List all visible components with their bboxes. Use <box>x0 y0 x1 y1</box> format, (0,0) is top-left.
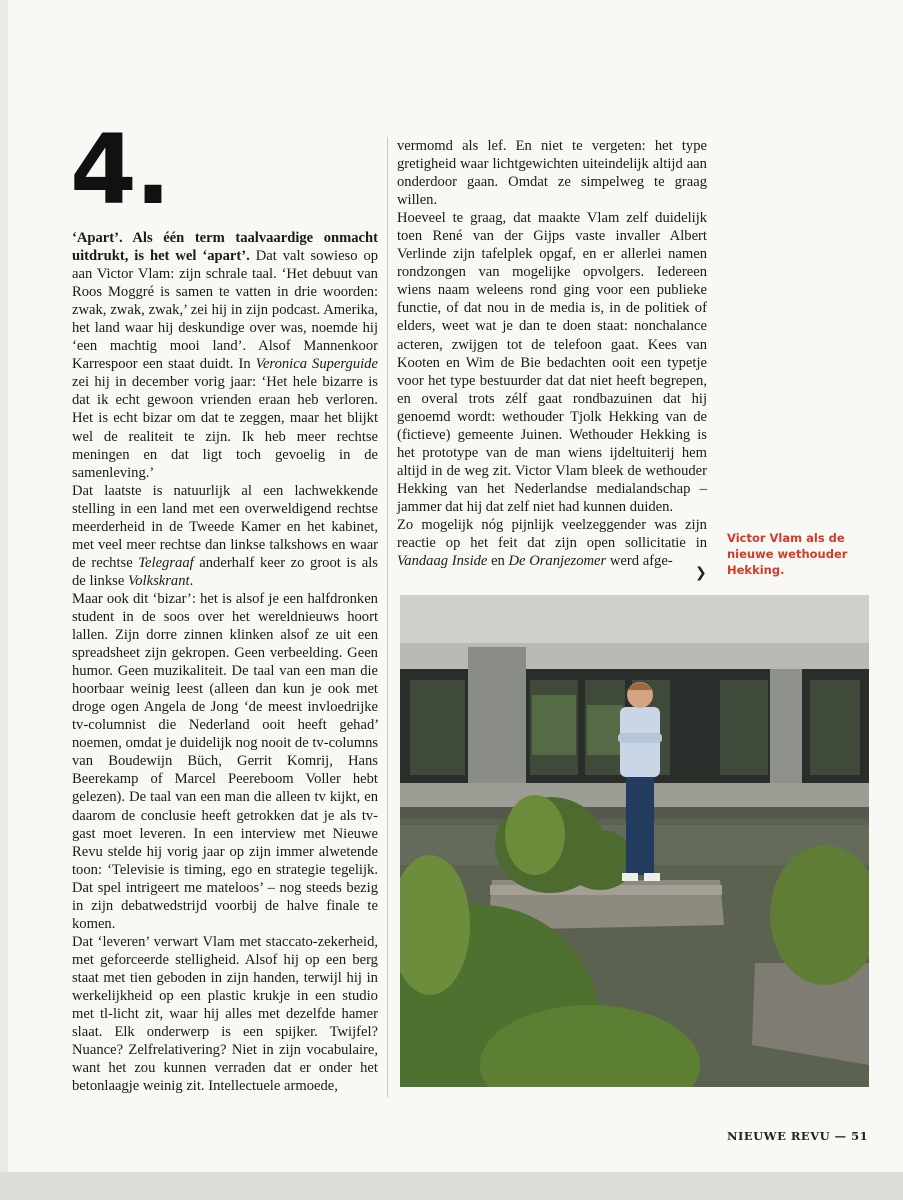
photo-illustration <box>400 595 869 1087</box>
column-divider <box>387 137 388 1097</box>
section-number: 4. <box>70 114 170 226</box>
article-paragraph: vermomd als lef. En niet te vergeten: het type gretigheid waar lichtgewichten uiteindelijk altijd aan onderdoor gaan. Omdat ze simpelweg te graag willen. <box>397 138 707 209</box>
article-paragraph: Hoeveel te graag, dat maakte Vlam zelf duidelijk toen René van der Gijps vaste invaller Albert Verlinde zijn tafelplek opgaf, en er allerlei namen rondzongen van mogelijke opvolgers. Iedereen wiens naam weleens rond ging voor een publieke functie, of dat nou in de media is, in de politiek of elders, weet wat je dan te doen staat: nonchalance acteren, zwijgen tot de telefoon gaat. Kees van Kooten en Wim de Bie bedachten ooit een typetje voor het type bestuurder dat dat niet heeft begrepen, en overal trots zélf gaat rondbazuinen dat hij genoemd wordt: wethouder Tjolk Hekking van de (fictieve) gemeente Juinen. Wethouder Hekking is het prototype van de man wiens ijdeltuiterij hem altijd in de weg zit. Victor Vlam bleek de wethouder Hekking van het Nederlandse medialandschap – jammer dat hij dat zelf niet had kunnen duiden. <box>397 210 708 515</box>
article-column-left <box>72 229 378 1095</box>
article-column-right <box>397 137 707 570</box>
photo-caption: Victor Vlam als de nieuwe wethouder Hekking. <box>727 531 848 577</box>
article-paragraph: Zo mogelijk nóg pijnlijk veelzeggender was zijn reactie op het feit dat zijn open sollicitatie in Vandaag Inside en De Oranjezomer werd afge- <box>397 516 708 570</box>
article-paragraph: Dat laatste is natuurlijk al een lachwekkende stelling in een land met een overweldigend rechtse meerderheid in de Tweede Kamer en het kabinet, met veel meer rechtse dan linkse talkshows en waar de rechtse Telegraaf anderhalf keer zo groot is als de linkse Volkskrant. <box>72 482 379 589</box>
article-paragraph: Dat ‘leveren’ verwart Vlam met staccato-zekerheid, met geforceerde stelligheid. Alsof hij op een berg staat met tien geboden in zijn handen, terwijl hij in werkelijkheid op een plastic krukje in een studio met tl-licht zit, waar hij alles met dezelfde hamer slaat. Elk onderwerp is een spijker. Twijfel? Nuance? Zelfrelativering? Niet in zijn vocabulaire, want het zou kunnen verraden dat er onder het betonlaagje weinig zit. Intellectuele armoede, <box>72 933 379 1095</box>
page-footer: NIEUWE REVU — 51 <box>727 1129 869 1143</box>
page-bottom-edge <box>0 1172 903 1200</box>
chevron-right-icon: ❯ <box>695 565 707 581</box>
article-paragraph: ‘Apart’. Als één term taalvaardige onmacht uitdrukt, is het wel ‘apart’. Dat valt sowieso op aan Victor Vlam: zijn schrale taal. ‘Het debuut van Roos Moggré is samen te vatten in drie woorden: zwak, zwak, zwak,’ zei hij in zijn podcast. Amerika, het land waar hij deskundige over was, noemde hij ‘een machtig mooi land’. Alsof Mannenkoor Karrespoor een staat duidt. In Veronica Superguide zei hij in december vorig jaar: ‘Het hele bizarre is dat ik echt gewoon vrienden eraan heb verloren. Het is echt bizar om dat te zeggen, maar het blijkt wel de realiteit te zijn. Ik heb meer rechtse meningen en dat ligt toch gevoelig in de samenleving.’ <box>72 230 379 481</box>
article-photo <box>400 595 869 1087</box>
article-paragraph: Maar ook dit ‘bizar’: het is alsof je een halfdronken student in de soos over het wereldnieuws hoort lallen. Zijn dorre zinnen klinken alsof ze uit een spreadsheet zijn gekropen. Geen verbeelding. Geen humor. Geen muzikaliteit. De taal van een man die hoorbaar weinig leest (alleen dan kun je ook met droge ogen Angela de Jong ‘de meest invloedrijke tv-columnist die Nederland ooit heeft gehad’ noemen, omdat je duidelijk nog nooit de tv-columns van Boudewijn Büch, Gerrit Komrij, Hans Beerekamp of Marcel Peereboom Voller hebt gelezen). De taal van een man die alleen tv kijkt, en daarom de conclusie heeft getrokken dat je als tv-gast moet leveren. In een interview met Nieuwe Revu stelde hij vorig jaar op zijn immer alwetende toon: ‘Televisie is timing, ego en strategie tegelijk. Dat spel intrigeert me mateloos’ – nog steeds bezig in zijn debatwedstrijd voorbij de halve finale te komen. <box>72 590 379 932</box>
